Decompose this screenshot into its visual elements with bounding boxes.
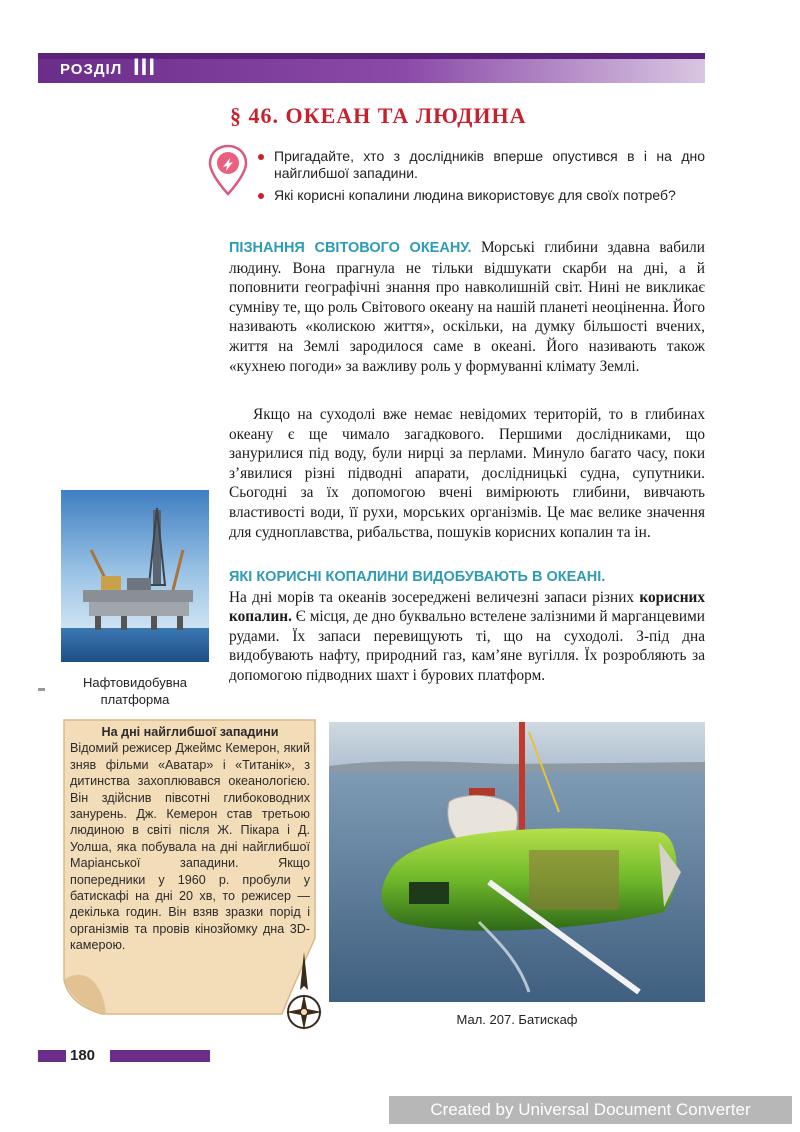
paragraph-exploration bbox=[229, 405, 705, 542]
page-number: 180 bbox=[70, 1047, 96, 1064]
paragraph-3-text-a: На дні морів та океанів зосереджені величезні запаси різних bbox=[229, 588, 640, 606]
chapter-label: РОЗДІЛ bbox=[60, 61, 123, 78]
paragraph-3-text-b: Є місця, де дно буквально встелене залізними й марганцевими рудами. Їх запаси перевищують ті, що на суходолі. З-під дна видобувають нафту, природний газ, кам’яне вугілля. Їх розробляють за допомогою підводних шахт і бурових платформ. bbox=[229, 608, 705, 684]
term-minerals: корисних копалин. bbox=[229, 588, 705, 626]
question-2 bbox=[258, 187, 705, 204]
footer-bar-left bbox=[38, 1050, 66, 1062]
question-1-text: Пригадайте, хто з дослідників вперше опустився в і на дно найглибшої западини. bbox=[274, 148, 705, 181]
oil-platform-caption: Нафтовидобувна платформа bbox=[82, 675, 188, 707]
bathyscaphe-caption: Мал. 207. Батискаф bbox=[456, 1012, 578, 1027]
bullet-dot bbox=[258, 154, 264, 160]
subheading-ocean-knowledge: ПІЗНАННЯ СВІТОВОГО ОКЕАНУ. bbox=[229, 240, 472, 256]
compass-rose-icon bbox=[282, 950, 326, 1040]
chapter-number: III bbox=[133, 54, 157, 81]
note-body: Відомий режисер Джеймс Кемерон, який зняв фільми «Аватар» і «Титанік», з дитинства захоплювався океанологією. Він здійснив півсотні глибоководних занурень. Дж. Кемерон став третьою людиною в світі після Ж. Пікара і Д. Уолша, яка побувала на дні найглибшої Маріанської западини. Якщо попередники у 1960 р. пробули у батискафі на дні 20 хв, то режисер — декілька годин. Він взяв зразки порід і організмів та провів кінозйомку дна 3D-камерою. bbox=[70, 741, 310, 953]
bathyscaphe-photo bbox=[329, 722, 705, 1002]
section-title: § 46. ОКЕАН ТА ЛЮДИНА bbox=[230, 103, 527, 128]
paragraph-ocean-knowledge bbox=[229, 238, 705, 376]
note-content bbox=[70, 724, 310, 954]
question-2-text: Які корисні копалини людина використовує для своїх потреб? bbox=[274, 187, 676, 203]
subheading-minerals: ЯКІ КОРИСНІ КОПАЛИНИ ВИДОБУВАЮТЬ В ОКЕАНІ. bbox=[229, 569, 606, 585]
margin-tick bbox=[38, 688, 45, 691]
oil-platform-photo bbox=[61, 490, 209, 662]
footer-bar-right bbox=[110, 1050, 210, 1062]
paragraph-minerals bbox=[229, 568, 705, 686]
converter-watermark: Created by Universal Document Converter bbox=[389, 1096, 792, 1124]
note-title: На дні найглибшої западини bbox=[101, 725, 279, 739]
paragraph-2-text: Якщо на суходолі вже немає невідомих територій, то в глибинах океану є ще чимало загадкового. Першими дослідниками, що занурилися під воду, були нирці за перлами. Минуло багато часу, поки з’явилися різні підводні апарати, дослідницькі судна, супутники. Сьогодні за їх допомогою вчені вимірюють глибини, вивчають властивості води, її рухи, морських організмів. Це має велике значення для судноплавства, рибальства, пошуків корисних копалин та ін. bbox=[229, 406, 705, 541]
bullet-dot bbox=[258, 193, 264, 199]
question-1 bbox=[258, 148, 705, 182]
paragraph-1-text: Морські глибини здавна вабили людину. Вона прагнула не тільки відшукати скарби на дні, а й поповнити географічні знання про навколишній світ. Нині не викликає сумніву те, що роль Світового океану на нашій планеті неоціненна. Його називають «колискою життя», оскільки, на думку більшості вчених, життя на Землі зародилося саме в океані. Його називають також «кухнею погоди» за важливу роль у формуванні клімату Землі. bbox=[229, 239, 705, 375]
location-pin-icon bbox=[208, 144, 248, 196]
